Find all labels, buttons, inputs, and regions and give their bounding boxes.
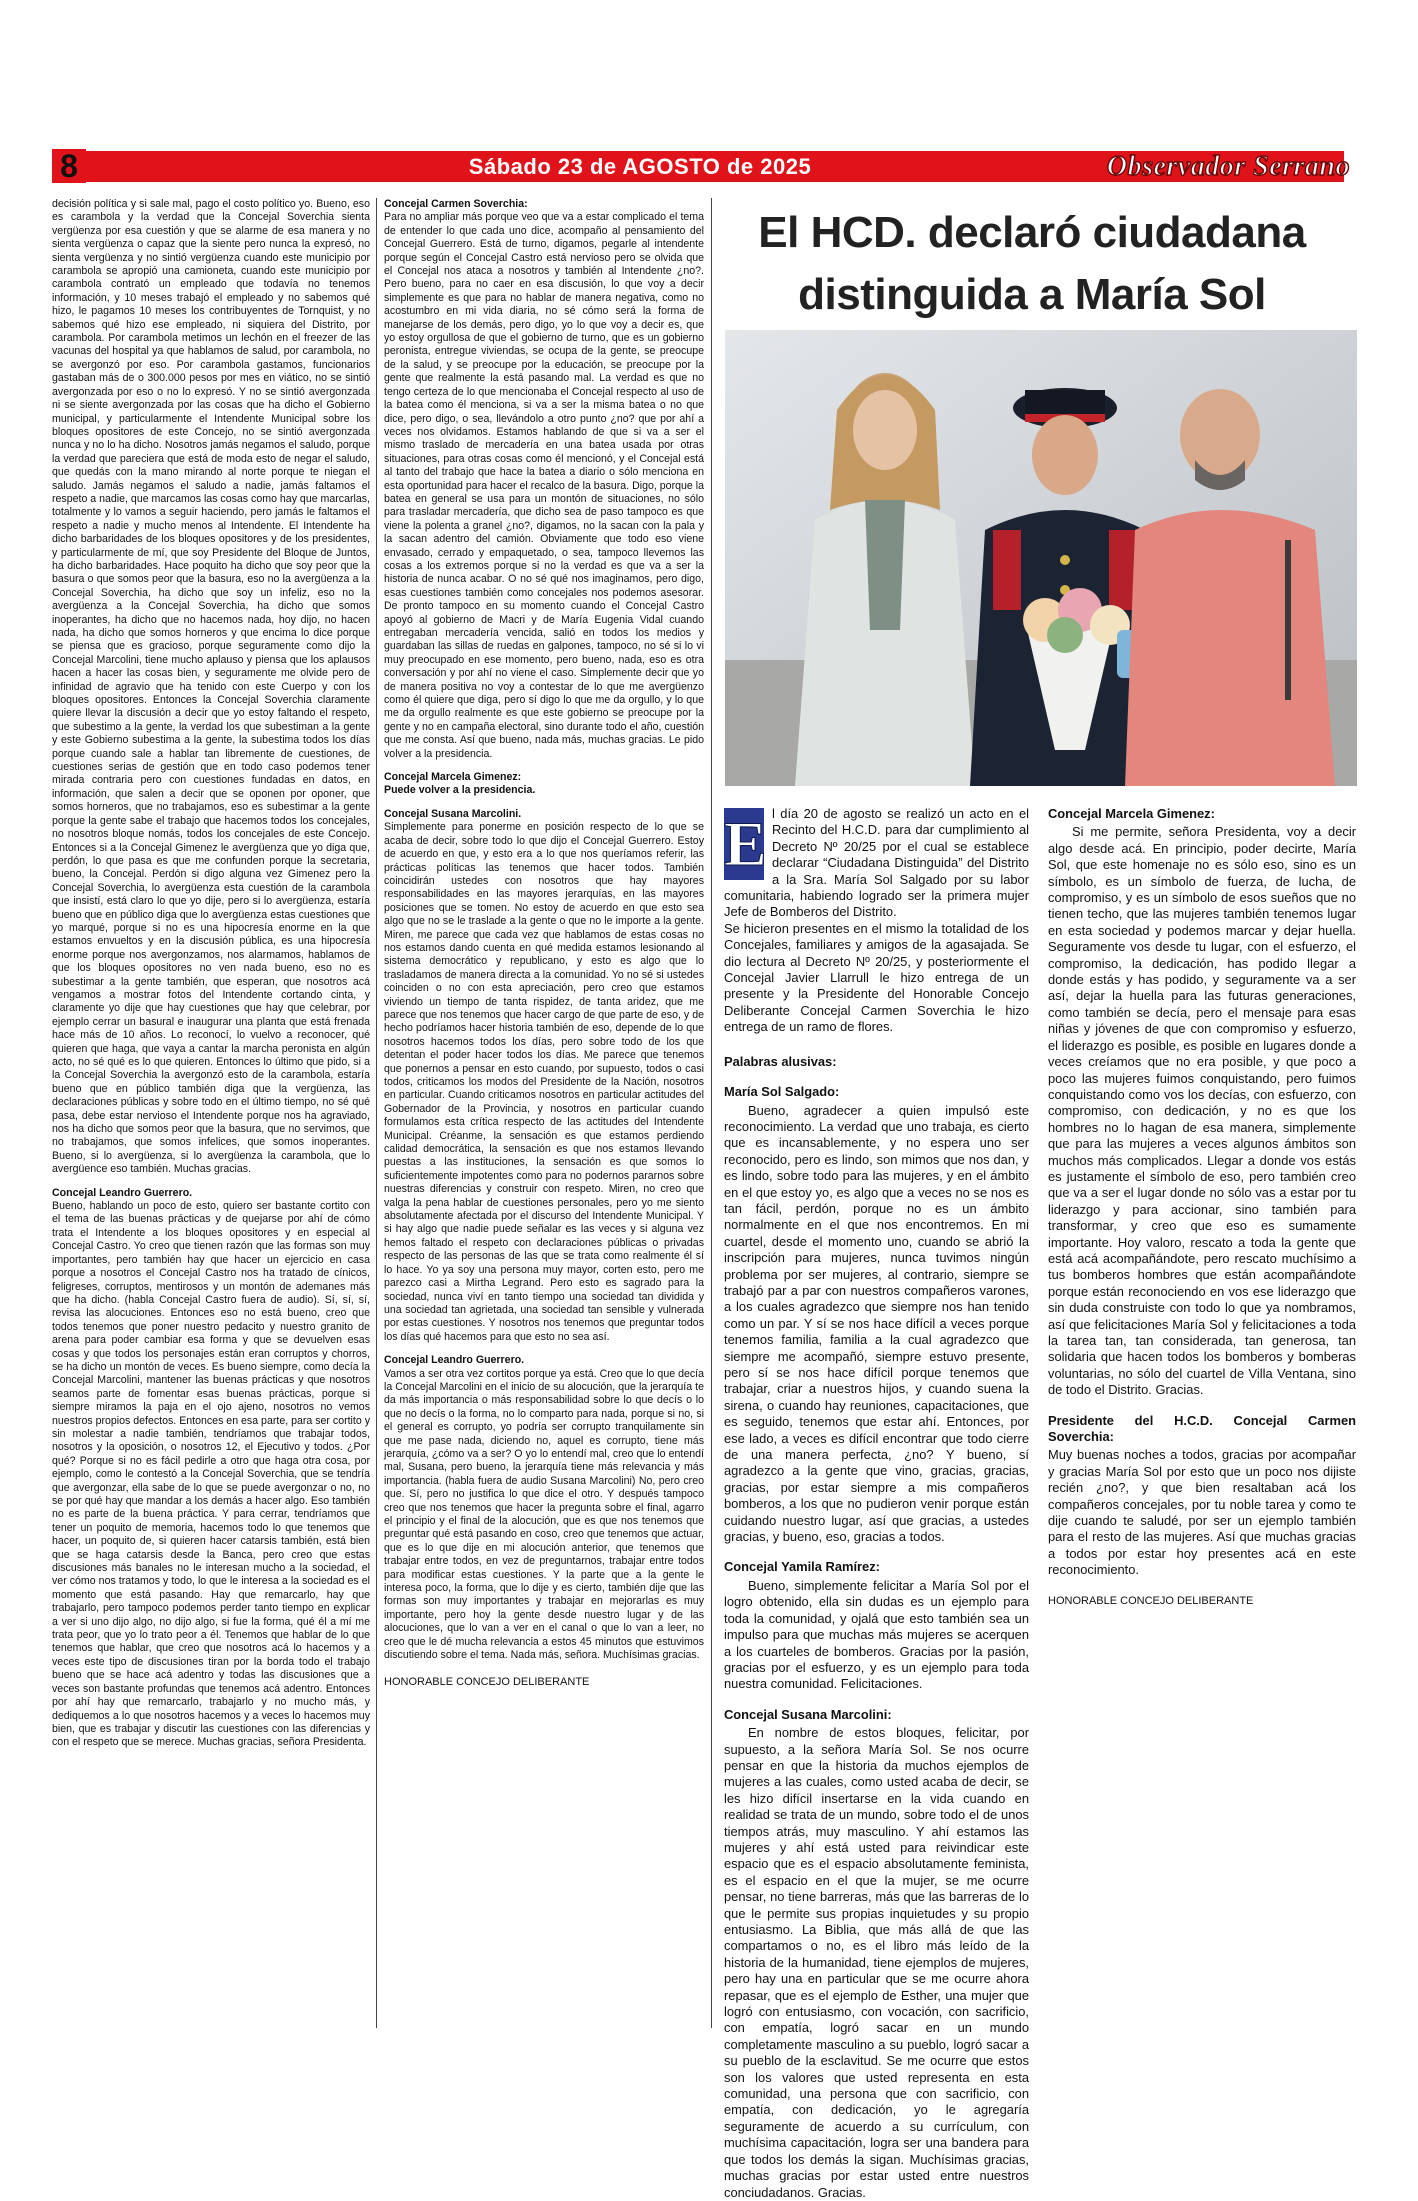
speech-text: Puede volver a la presidencia. xyxy=(384,784,536,797)
column-2 xyxy=(384,198,704,2078)
photo-illustration xyxy=(725,330,1357,786)
drop-cap: E xyxy=(724,808,767,879)
speech-text: Vamos a ser otra vez cortitos porque ya está. Creo que lo que decía la Concejal Marcolini en el inicio de su alocución, que la jerarquía te da más importancia o más responsabilidad sobre lo que decís o lo que no decís o la forma, no lo comparto para nada, porque si no, si el general es corrupto, yo podría ser corrupto tranquilamente sin que me pase nada, diciendo no, aquel es corrupto, tiene más jerarquía, ¿cómo va a ser? O yo lo entendí mal, creo que lo entendí mal, Susana, pero bueno, la jerarquía tiene más relevancia y más importancia. (habla fuera de audio Susana Marcolini) No, pero creo que. Sí, pero no justifica lo que dice el otro. Y después tampoco creo que nos tenemos que hacer la pregunta sobre el final, agarro el principio y el final de la alocución, que es que nos tenemos que preguntar qué está pasando en coso, creo que tenemos que actuar, que es lo que dije en mi alocución anterior, que tenemos que trabajar entre todos, en vez de preguntarnos, trabajar entre todos para modificar estas cuestiones. Y la parte que a la gente le interesa poco, la forma, que lo dije y es cierto, también dije que las formas son muy importantes y trabajar en mejorarlas es muy importante, pero hoy la gente desde nuestro lugar y de las alocuciones, que lo van a ver en el canal o que lo van a leer, no creo que le dé mucha relevancia a estos 45 minutos que estuvimos discutiendo sobre el tema. Nada más, señora. Muchísimas gracias. xyxy=(384,1367,704,1662)
article-lead: l día 20 de agosto se realizó un acto en el Recinto del H.C.D. para dar cumplimiento al Decreto Nº 20/25 por el cual se establece declarar “Ciudadana Distinguida” del Distrito a la Sra. María Sol Salgado por su labor comunitaria, habiendo logrado ser la primera mujer Jefe de Bomberos del Distrito. xyxy=(724,806,1029,920)
speaker-title: Concejal Marcela Gimenez: xyxy=(384,771,522,784)
speaker-title: Concejal Susana Marcolini: xyxy=(724,1706,892,1722)
signature: HONORABLE CONCEJO DELIBERANTE xyxy=(1048,1594,1254,1607)
speaker-title: Presidente del H.C.D. Concejal Carmen Soverchia: xyxy=(1048,1412,1356,1445)
speaker-title: Concejal Carmen Soverchia: xyxy=(384,198,528,210)
speech-text: Bueno, hablando un poco de esto, quiero ser bastante cortito con el tema de las buenas prácticas y de quejarse por ahí de cómo trata el Intendente a los bloques opositores y en especial al Concejal Castro. Yo creo que tienen razón que las formas son muy importantes, pero también hay que hacer un ejercicio en casa porque a nosotros el Concejal Castro nos ha tratado de cínicos, feligreses, corruptos, mentirosos y un montón de ademanes más que ha dicho. (habla Concejal Castro fuera de audio). Sí, sí, sí, revisa las alocuciones. Entonces eso no está bueno, creo que todos tenemos que poner nuestro pedacito y nuestro granito de arena para poder cambiar esa forma y que se devuelven esas cosas y que todos los personajes están eran corruptos y chorros, se ha dicho un montón de veces. Es bueno siempre, como decía la Concejal Marcolini, mantener las buenas prácticas y que nosotros seamos parte de fomentar esas buenas prácticas, porque si siempre miramos la paja en el ojo ajeno, nosotros no vemos nuestros propios defectos. Entonces en esa parte, para ser cortito y sin molestar a nadie también, tendríamos que trabajar todos, nosotros y la oposición, o nosotros 12, el Ejecutivo y todos. ¿Por qué? Porque si no es fácil pedirle a otro que haga otra cosa, por ejemplo, como le contestó a la Concejal Soverchia, que se tendría que avergonzar, ella sabe de lo que se puede avergonzar o no, no se por qué hay que mandar a los demás a hacer algo. Eso también no es parte de la buena práctica. Y para cerrar, tendríamos que tener un poquito de memoria, hacemos todo lo que tenemos que hacer, un poquito de, si quieren hacer catarsis también, está bien que se haga catarsis desde la Banca, pero creo que estas discusiones más banales no le interesan mucho a la sociedad, el ver cómo nos tratamos y todo, lo que le interesa a la sociedad es el momento que está pasando. Hay que remarcarlo, hay que trabajarlo, pero tampoco podemos perder tanto tiempo en explicar a ver si uno dijo algo, no dijo algo, si fue la forma, qué él a mí me trata peor, que yo lo trato peor a él. Tenemos que hablar de lo que tenemos que hablar, que creo que nosotros acá lo hacemos y a veces este tipo de discusiones tiran por la borda todo el trabajo bueno que se hace acá adentro y todas las discusiones que a veces son bastante profundas que tenemos acá adentro. Entonces por ahí hay que remarcarlo, trabajarlo y no mucho más, y dediquemos a lo que nosotros hacemos y a veces lo hacemos muy bien, que es trabajar y discutir las cuestiones con las diferencias y con el respeto que se merece. Muchas gracias, señora Presidenta. xyxy=(52,1200,370,1749)
speaker-title: Concejal Leandro Guerrero. xyxy=(52,1186,193,1199)
column-1 xyxy=(52,198,370,2078)
speech-text: Bueno, simplemente felicitar a María Sol por el logro obtenido, ella sin dudas es un ejemplo para toda la comunidad, y ojalá que esto también sea un impulso para que muchas más mujeres se acerquen a los cuarteles de bomberos. Gracias por la pasión, gracias por el esfuerzo, y es un ejemplo para toda nuestra comunidad. Felicitaciones. xyxy=(724,1577,1029,1692)
speech-text: Simplemente para ponerme en posición respecto de lo que se acaba de decir, sobre todo lo que dijo el Concejal Guerrero. Estoy de acuerdo en que, y esto era a lo que nos queríamos referir, las prácticas políticas las tenemos que hacer todos. También coincidirán ustedes con nosotros que hay mayores responsabilidades en las mayores jerarquías, en las mayores posiciones que se tomen. No estoy de acuerdo en que esto sea algo que no se le traslade a la gente o que no le importe a la gente. Miren, me parece que cada vez que hablamos de estas cosas no nos estamos dando cuenta en qué medida estamos lesionando al sistema democrático y republicano, y esto es algo que lo trasladamos de manera directa a la comunidad. Yo no sé si ustedes coinciden o no con esta apreciación, pero creo que estamos viviendo un tiempo de tanta rispidez, de tanta aridez, que me parece que nos tenemos que hacer cargo de que parte de eso, y de hecho podríamos hacer historia también de eso, depende de lo que nosotros hacemos todos los días, pero sobre todo de los que detentan el poder hacer todos los días. Me parece que tenemos que ponernos a pensar en esto cuando, por supuesto, todos o casi todos, criticamos los modos del Presidente de la Nación, nosotros en particular. Cuando criticamos nosotros en particular actitudes del Gobernador de la Provincia, y nosotros en particular cuando formulamos esta crítica respecto de las actitudes del Intendente Municipal. Créanme, la sensación es que estamos perdiendo calidad democrática, la sensación es que nos estamos llevando puestas a las instituciones, la sensación es que somos lo suficientemente impotentes como para no podernos pararnos sobre nuestras diferencias y construir con respeto. Miren, no creo que valga la pena hablar de cuestiones personales, pero yo me siento absolutamente afectada por el discurso del Intendente Municipal. Y si hay algo que nadie puede señalar es las veces y si alguna vez hemos faltado el respeto con declaraciones públicas o privadas respecto de las personas de las que se trata como realmente él sí lo hace. Yo ya soy una persona muy mayor, corten esto, pero me parezco casi a Mirtha Legrand. Pero esto es sagrado para la sociedad, nunca viví en tanto tiempo una sociedad tan dividida y una sociedad tan agrietada, una sociedad tan sensible y vulnerada por estas cuestiones. Y nosotros nos tenemos que preguntar todos los días qué hacemos para que esto no sea así. xyxy=(384,821,704,1343)
speech-text: Para no ampliar más porque veo que va a estar complicado el tema de entender lo que cada uno dice, acompaño al pensamiento del Concejal Guerrero. Está de turno, digamos, pegarle al intendente porque según el Concejal Castro está nervioso pero se olvida que el Concejal nos ataca a nosotros y también al Intendente ¿no?. Pero bueno, para no caer en esa discusión, lo que voy a decir simplemente es que para no hablar de manera negativa, como no acostumbro en mi vida diaria, no sé cómo será la forma de manejarse de los demás, pero digo, yo lo que voy a decir es, que yo estoy orgullosa de que el gobierno de turno, que es un gobierno peronista, entregue viviendas, se ocupa de la gente, se preocupe de la salud, y se preocupe por la educación, se preocupe por la gente que realmente la está pasando mal. La verdad es que no tengo certeza de lo que mencionaba el Concejal respecto al uso de la batea como él menciona, si va a ser la misma batea o no que dice, pero digo, o sea, llevándolo a otro punto ¿no? que por ahí a veces nos olvidamos. Estamos hablando de que si va a ser el mismo traslado de mercadería en una batea usada por otras situaciones, para otras cosas como él mencionó, y el Concejal está al tanto del trabajo que hace la batea a diario o sólo menciona en esta oportunidad para hacer el recalco de la basura. Digo, porque la batea en general se usa para un montón de situaciones, no sólo para trasladar mercadería, que dicho sea de paso tampoco es que viene la polenta a granel ¿no?, digamos, no la sacan con la pala y la sacan adentro del camión. Obviamente que todo eso viene envasado, cerrado y empaquetado, o sea, tampoco llevemos las cosas a los extremos porque si no la verdad es que va a ser la historia de nunca acabar. O no sé qué nos imaginamos, pero digo, esas cuestiones también como concejales nos podemos asesorar. De pronto tampoco en su momento cuando el Concejal Castro apoyó al gobierno de Macri y de María Eugenia Vidal cuando entregaban mercadería vencida, salió en todos los medios y guardaban las sillas de ruedas en galpones, tampoco, no sé si lo vi muy preocupado en ese momento, pero bueno, nada, eso es otra conversación y por ahí no viene el caso. Simplemente decir que yo de manera positiva no voy a contestar de lo que me avergüenzo como él quiere que diga, pero sí digo lo que me da orgullo, y lo que me da orgullo realmente es que este gobierno se preocupe por la gente y no en campaña electoral, sino durante todo el año, cuestión que me consta. Así que bueno, nada más, muchas gracias. Le pido volver a la presidencia. xyxy=(384,211,704,760)
article-headline: El HCD. declaró ciudadana distinguida a María Sol xyxy=(758,208,1306,319)
article-paragraph: Se hicieron presentes en el mismo la totalidad de los Concejales, familiares y amigos de la agasajada. Se dio lectura al Decreto Nº 20/25, y posteriormente el Concejal Javier Llarrull le hizo entrega de un presente y la Presidente del Honorable Concejo Deliberante Concejal Carmen Soverchia le hizo entrega de un ramo de flores. xyxy=(724,920,1029,1035)
speech-text: Muy buenas noches a todos, gracias por acompañar y gracias María Sol por esto que un poco nos dijiste recién ¿no?, y que bien resaltaban acá los compañeros concejales, por tu noble tarea y como te dije cuando te saludé, por ser un ejemplo también para el resto de las mujeres. Así que muchas gracias a todos por estar hoy presentes acá en este reconocimiento. xyxy=(1048,1447,1356,1578)
speaker-title: Concejal Susana Marcolini. xyxy=(384,807,522,820)
speech-text: Bueno, agradecer a quien impulsó este reconocimiento. La verdad que uno trabaja, es cierto que es incansablemente, y no espera uno ser reconocido, pero es lindo, son mimos que nos dan, y es lindo, sobre todo para las mujeres, y en el ámbito en el que estoy yo, es algo que a veces no se nos es tan fácil, perdón, porque no es un ámbito normalmente en el que nos encontremos. En mi cuartel, desde el momento uno, cuando se abrió la inscripción para mujeres, nunca tuvimos ningún problema por ser mujeres, al contrario, siempre se trabajó par a par con nuestros compañeros varones, a los cuales agradezco que siempre nos han tenido como un par. Y sí se nos hace difícil a veces porque tenemos familia, familia a la cual agradezco que siempre me acompañó, siempre estuvo presente, pero sí se nos hace difícil porque tenemos que trabajar, criar a nuestros hijos, y cuando suena la sirena, o cuando hay reuniones, capacitaciones, que es seguido, tenemos que estar ahí. Entonces, por ese lado, a veces es difícil encontrar que todo cierre de una manera perfecta, ¿no? Y bueno, sí agradezco a la gente que vino, gracias, gracias, gracias, por estar siempre a mis compañeros bomberos, a los que no pudieron venir porque están cuidando nuestro lugar, así que gracias, a ustedes gracias, y bueno, eso, gracias a todos. xyxy=(724,1102,1029,1545)
column-divider xyxy=(376,198,377,2028)
speech-text: En nombre de estos bloques, felicitar, por supuesto, a la señora María Sol. Se nos ocurre pensar en que la historia da muchos ejemplos de mujeres a las cuales, como usted acaba de decir, se les hizo difícil insertarse en la vida cuando en realidad se trata de un mundo, sobre todo el de unos tiempos atrás, muy masculino. Y ahí estamos las mujeres y ahí está usted para reivindicar este espacio que es el espacio absolutamente feminista, es el espacio en el que la mujer, se me ocurre pensar, no tiene barreras, más que las barreras de lo que le permite sus propias inquietudes y su propio entusiasmo. La Biblia, que más allá de que las compartamos o no, es el libro más leído de la historia de la humanidad, tiene ejemplos de mujeres, pero hay una en particular que se me ocurre ahora repasar, que es el ejemplo de Esther, una mujer que logró con entusiasmo, con vocación, con sacrificio, con empatía, logró sacar en un mundo completamente masculino a su pueblo, logró sacar a su pueblo de la esclavitud. Se me ocurre que estos son los valores que usted representa en esta comunidad, una persona que con sacrificio, con empatía, con dedicación, yo le agregaría seguramente de acuerdo a su currículum, con muchísima capacitación, logra ser una bandera para que todos los demás la sigan. Muchísimas gracias, muchas gracias por estar usted entre nuestros conciudadanos. Gracias. xyxy=(724,1725,1029,2200)
page-number: 8 xyxy=(52,149,86,183)
signature: HONORABLE CONCEJO DELIBERANTE xyxy=(384,1676,590,1689)
speaker-title: Concejal Yamila Ramírez: xyxy=(724,1559,880,1575)
section-title: Palabras alusivas: xyxy=(724,1053,837,1069)
column-1-intro: decisión política y si sale mal, pago el costo político yo. Bueno, eso es carambola y la verdad que la Concejal Soverchia sienta vergüenza por esa cuestión y que se alarme de esa manera y no sienta vergüenza o capaz que la siente pero nunca la expresó, no sienta vergüenza y no sintió vergüenza cuando este municipio por carambola se apropió una camioneta, cuando este municipio por carambola contrató un empleado que todavía no tenemos información, y 10 meses trabajó el empleado y no sabemos qué hizo, le pagamos 10 meses los contribuyentes de Tornquist, y no sabemos qué hizo ese empleado, ni siquiera del Distrito, por carambola. Por carambola metimos un lechón en el freezer de las vacunas del hospital ya que hablamos de salud, por carambola, no se avergonzó por eso. Por carambola gastamos, funcionarios gastaban más de o 300.000 pesos por mes en viático, no se sintió avergonzada por eso o no lo expresó. Y no se sintió avergonzada ni se siente avergonzada por las cosas que ha dicho el Gobierno municipal, y particularmente el Intendente Municipal sobre los bloques opositores de este Concejo, no se sintió avergonzada nunca y no lo ha dicho. Nosotros jamás negamos el saludo, porque la verdad que pareciera que está de moda esto de negar el saludo, que quedás con la mano mirando al norte porque te niegan el saludo. Jamás negamos el saludo a nadie, jamás faltamos el respeto a nadie, que marcamos las cosas como hay que marcarlas, totalmente y lo vamos a seguir haciendo, pero jamás le faltamos el respeto a nadie y mucho menos al Intendente. El Intendente ha dicho barbaridades de los bloques opositores y de los presidentes, y particularmente de mí, que soy Presidente del Bloque de Juntos, ha dicho barbaridades. Hace poquito ha dicho que soy peor que la basura o que somos peor que la basura, eso no la avergüenza a la Concejal Soverchia, ha dicho que soy un infeliz, eso no la avergüenza a la Concejal Soverchia, ha dicho que somos inoperantes, ha dicho que no hacemos nada, hoy dijo, no hacen nada, ha dicho que somos horneros y que encima lo dice porque se piensa que es gracioso, porque seguramente como dijo la Concejal Marcolini, tiene mucho aplauso y piensa que los aplausos hacen a hacer las cosas bien, y seguramente me olvide pero de infinidad de agravio que ha tenido con este Cuerpo y con los bloques opositores. Entonces la Concejal Soverchia claramente quiere llevar la discusión a decir que yo estoy faltando el respeto, que subestimo a la gente, la verdad los que subestiman a la gente y este Gobierno subestima a la gente, la subestima todos los días porque cuando sale a hablar tan libremente de cuestiones, de cuestiones serias de gestión que en todo caso podemos tener mirada contraria pero con cuestiones fundadas en datos, en información, que salen a decir que se oponen por oponer, que somos horneros, que no trabajamos, eso es subestimar a la gente porque la gente sabe el trabajo que hacemos todos los concejales, no nosotros bloque nomás, todos los concejales de este Concejo. Entonces si a la Concejal Gimenez le avergüenza que yo diga que, perdón, lo que pasa es que me confunden porque la secretaria, bueno, la Concejal. Perdón si digo alguna vez Gimenez pero la Concejal Soverchia, lo avergüenza esta cuestión de la carambola que insistí, está claro lo que yo dije, pero si lo avergüenza, estaría bueno que en público diga que lo avergüenza estas cuestiones que yo marqué, porque si no es una hipocresía enorme en la que estamos envueltos y en la discusión pública, es una hipocresía enorme porque nos avergonzamos, nos alarmamos, hablamos de que los bloques opositores no ven nada bueno, eso no es subestimar a la gente también, que esperan, que nosotros acá vengamos a mostrar fotos del Intendente cortando cinta, y claramente yo dije que hay cuestiones que hay que celebrar, por ejemplo cerrar un basural e inaugurar una planta que está frenada hace más de 10 años. Lo reconocí, lo vuelvo a reconocer, qué quieren que haga, que vaya a cantar la marcha peronista en algún acto, no sé qué es lo que quieren. Entonces lo último que pido, si a la Concejal Soverchia la avergonzó esto de la carambola, estaría bueno que en público también diga que la vergüenza, las declaraciones públicas y sobre todo en el último tiempo, no sé qué pasa, debe estar nervioso el Intendente porque nos ha agraviado, nos ha dicho que somos peor que la basura, que no servimos, que no trabajamos, que somos infelices, que somos inoperantes. Bueno, si lo avergüenza, si lo avergüenza la carambola, que lo avergüence eso también. Muchas gracias. xyxy=(52,198,370,1176)
column-divider xyxy=(711,198,712,2028)
issue-date: Sábado 23 de AGOSTO de 2025 xyxy=(468,154,812,179)
speech-text: Si me permite, señora Presidenta, voy a decir algo desde acá. En principio, poder decirte, María Sol, que este homenaje no es sólo eso, sino es un símbolo, es un símbolo de fuerza, de lucha, de compromiso, y es un símbolo de esos sueños que no tienen techo, que las mujeres también tenemos lugar en esta sociedad y podemos marcar y dejar huella. Seguramente vos desde tu lugar, con el esfuerzo, el compromiso, la dedicación, has podido llegar a donde estás y has podido, y seguramente va a ser así, dejar la huella para las futuras generaciones, como también se decía, pero el mensaje para esas niñas y jóvenes de que con compromiso y esfuerzo, el liderazgo es posible, es posible en lugares donde a veces creíamos que no era posible, y que poco a poco las mujeres fuimos conquistando, pero fuimos conquistando como vos los decías, con esfuerzo, con compromiso, con dedicación, y no es que los hombres no lo hagan de esa manera, simplemente que para las mujeres a veces algunos ámbitos son muchos más complicados. Llegar a donde vos estás es justamente el símbolo de eso, pero también creo que va a ser el lugar donde no sólo vas a estar por tu liderazgo y para accionar, sino también para transformar, y creo que eso es sumamente importante. Hoy valoro, rescato a toda la gente que está acá acompañándote, pero rescato muchísimo a tus bomberos hombres que están acompañándote porque están reconociendo en vos ese liderazgo que sin duda construiste con todo lo que ya nombramos, así que felicitaciones María Sol y felicitaciones a toda la tarea tan, tan considerada, tan generosa, tan solidaria que hacen todos los bomberos y bomberas voluntarias, no sólo del cuartel de Villa Ventana, sino de todo el Distrito. Gracias. xyxy=(1048,824,1356,1398)
article-column-2 xyxy=(1048,806,1356,1986)
newspaper-logo: Observador Serrano xyxy=(1106,151,1350,182)
speaker-title: Concejal Leandro Guerrero. xyxy=(384,1354,525,1367)
speaker-title: María Sol Salgado: xyxy=(724,1084,840,1100)
article-column-1 xyxy=(724,806,1029,2200)
article-photo xyxy=(725,330,1357,786)
speaker-title: Concejal Marcela Gimenez: xyxy=(1048,806,1215,821)
